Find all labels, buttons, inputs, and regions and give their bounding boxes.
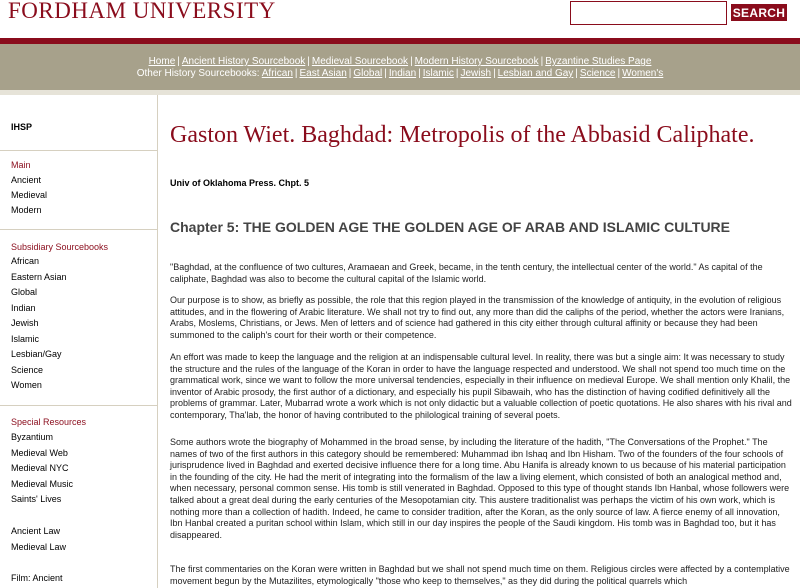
nav-link-islamic[interactable]: Islamic [422, 68, 454, 79]
sidebar-item-indian[interactable]: Indian [11, 303, 36, 313]
sidebar-item-medieval-web[interactable]: Medieval Web [11, 448, 68, 458]
nav-link-global[interactable]: Global [353, 68, 383, 79]
sidebar-item-ancient[interactable]: Ancient [11, 175, 42, 185]
paragraph: Our purpose is to show, as briefly as possible, the role that this region played in the transmission of the knowledge of antiquity, in the evolution of religious attitudes, and in the flowering of Arabic literature. We shall not try to find out, any more than did the caliphs of the period, whether the actors were Iranians, Arabs, Moslems, Christians, or Jews. Men of letters and of science had gathered in this city either through cultural affinity or because they had been summoned to the caliph's court for their worth or their competence. [170, 295, 785, 340]
sidebar-item-modern[interactable]: Modern [11, 205, 42, 215]
paragraph: Some authors wrote the biography of Mohammed in the broad sense, by including the literature of the hadith, "The Conversations of the Prophet." The names of two of the first authors in this category should be remembered: Muhammad ibn Ishaq and Ibn Hisham. Two of the founders of the four schools of jurisprudence lived in Baghdad and exerted decisive influence there for a long time. Abu Hanifa is already known to us because of his material participation in the founding of the city. He had the merit of integrating into the formalism of the law a living element, which consisted of both an analogical method and, when necessary, personal common sense. His tomb is still venerated in Baghdad. Opposed to this type of thought stands Ibn Hanbal, whose followers were talked about a great deal during the early centuries of the Mesopotamian city. This austere traditionalist was perhaps the victim of his own work, which is nothing more than a collection of hadith. Indeed, he came to consider tradition, after the Koran, as the only source of law. A fierce enemy of all innovation, Ibn Hanbal created a puritan school within Islam, which still in our day inspires the people of the Saudi kingdom. His tomb was in Baghdad too, but it has disappeared. [170, 437, 790, 540]
source-citation: Univ of Oklahoma Press. Chpt. 5 [170, 178, 310, 188]
paragraph: The first commentaries on the Koran were written in Baghdad but we shall not spend much time on them. Religious circles were affected by a contemplative movement begun by the Mutazilites, etymologically "those who keep to themselves," as they did during the political quarrels which [170, 564, 790, 586]
nav-link-science[interactable]: Science [579, 68, 616, 79]
sidebar-item-islamic[interactable]: Islamic [11, 334, 40, 344]
nav-link-east-asian[interactable]: East Asian [299, 68, 347, 79]
sidebar-item-jewish[interactable]: Jewish [11, 318, 39, 328]
sidebar-item-medieval-nyc[interactable]: Medieval NYC [11, 463, 69, 473]
sidebar-item-lesbian-gay[interactable]: Lesbian/Gay [11, 349, 62, 359]
sidebar-divider [0, 150, 158, 151]
nav-link-womens[interactable]: Women's [622, 68, 664, 79]
sidebar-ihsp[interactable]: IHSP [11, 122, 33, 132]
nav-link-byzantine-studies[interactable]: Byzantine Studies Page [545, 56, 652, 67]
sourcebook-nav [0, 44, 800, 90]
sidebar-item-african[interactable]: African [11, 256, 40, 266]
sidebar-item-women[interactable]: Women [11, 380, 42, 390]
page-title: Gaston Wiet. Baghdad: Metropolis of the Abbasid Caliphate. [170, 122, 755, 148]
header [0, 0, 800, 38]
sidebar [0, 95, 158, 588]
paragraph: "Baghdad, at the confluence of two cultures, Aramaean and Greek, became, in the tenth century, the intellectual center of the world." As capital of the caliphate, Baghdad was also to become the cultural capital of the Islamic world. [170, 262, 763, 284]
sidebar-heading-main: Main [11, 160, 31, 170]
nav-link-modern-sourcebook[interactable]: Modern History Sourcebook [414, 56, 539, 67]
search-input[interactable] [570, 1, 727, 25]
sidebar-item-saints-lives[interactable]: Saints' Lives [11, 494, 62, 504]
nav-link-lesbian-gay[interactable]: Lesbian and Gay [497, 68, 574, 79]
sidebar-item-global[interactable]: Global [11, 287, 38, 297]
chapter-heading: Chapter 5: THE GOLDEN AGE THE GOLDEN AGE OF ARAB AND ISLAMIC CULTURE [170, 219, 731, 235]
nav-link-ancient-sourcebook[interactable]: Ancient History Sourcebook [181, 56, 306, 67]
nav-link-home[interactable]: Home [148, 56, 176, 67]
nav-row-main: Home | Ancient History Sourcebook | Medieval Sourcebook | Modern History Sourcebook | Byzantine Studies Page [148, 56, 652, 67]
sidebar-item-eastern-asian[interactable]: Eastern Asian [11, 272, 67, 282]
nav-link-medieval-sourcebook[interactable]: Medieval Sourcebook [311, 56, 409, 67]
sidebar-item-medieval[interactable]: Medieval [11, 190, 48, 200]
sidebar-item-byzantium[interactable]: Byzantium [11, 432, 54, 442]
sidebar-heading-special: Special Resources [11, 417, 87, 427]
sidebar-item-film-ancient[interactable]: Film: Ancient [11, 573, 63, 583]
search-button[interactable]: SEARCH [732, 5, 786, 20]
sidebar-divider [0, 405, 158, 406]
nav-link-jewish[interactable]: Jewish [460, 68, 492, 79]
sidebar-item-science[interactable]: Science [11, 365, 44, 375]
nav-other-label: Other History Sourcebooks: [136, 68, 260, 79]
nav-link-african[interactable]: African [261, 68, 293, 79]
fordham-logo[interactable]: FORDHAM UNIVERSITY [8, 0, 276, 23]
paragraph: An effort was made to keep the language and the religion at an indispensable cultural level. In reality, there was but a single aim: It was necessary to study the structure and the rules of the language of the Koran in order to have the language respected and understood. We shall not spend too much time on the grammatical work, since we want to follow the more universal tendencies, especially in their influence on medieval Europe. We shall mention only Khalil, the inventor of Arabic prosody, the first author of a dictionary, and especially his pupil Sibawaih, who has the distinction of having codified definitively all the problems of grammar. Later, Mubarrad wrote a work which is not only didactic but a valuable collection of poetic quotations. He also shares with his rival and contemporary, Tha'lab, the honor of having contributed to the philological training of several poets. [170, 352, 792, 420]
nav-link-indian[interactable]: Indian [388, 68, 417, 79]
sidebar-item-medieval-music[interactable]: Medieval Music [11, 479, 74, 489]
sidebar-item-medieval-law[interactable]: Medieval Law [11, 542, 67, 552]
sidebar-item-ancient-law[interactable]: Ancient Law [11, 526, 61, 536]
sidebar-divider [0, 229, 158, 230]
nav-row-other: Other History Sourcebooks: African | East Asian | Global | Indian | Islamic | Jewish | Lesbian and Gay | Science | Women's [136, 68, 664, 79]
sidebar-heading-subsidiary: Subsidiary Sourcebooks [11, 242, 109, 252]
